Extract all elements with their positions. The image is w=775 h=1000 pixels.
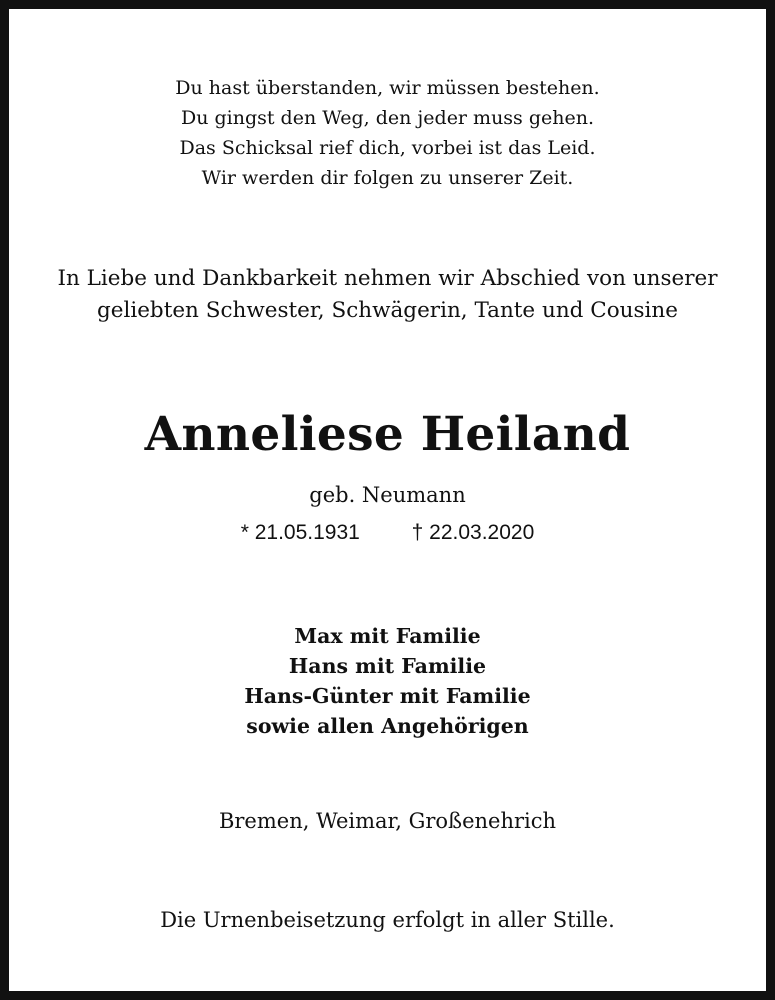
poem-line-4: Wir werden dir folgen zu unserer Zeit. <box>201 167 574 189</box>
memorial-poem <box>9 73 766 193</box>
mourner-2: Hans mit Familie <box>288 654 487 678</box>
intro-line-2: geliebten Schwester, Schwägerin, Tante und Cousine <box>96 298 679 323</box>
poem-line-3: Das Schicksal rief dich, vorbei ist das Leid. <box>179 137 596 159</box>
death-date: † 22.03.2020 <box>411 521 535 544</box>
poem-line-2: Du gingst den Weg, den jeder muss gehen. <box>180 107 595 129</box>
poem-line-1: Du hast überstanden, wir müssen bestehen. <box>175 77 600 99</box>
places: Bremen, Weimar, Großenehrich <box>218 809 557 833</box>
mourner-3: Hans-Günter mit Familie <box>244 684 531 708</box>
deceased-name: Anneliese Heiland <box>144 407 631 462</box>
mourner-1: Max mit Familie <box>294 624 481 648</box>
maiden-name: geb. Neumann <box>309 483 466 507</box>
intro-line-1: In Liebe und Dankbarkeit nehmen wir Abschied von unserer <box>57 266 718 291</box>
mourner-4: sowie allen Angehörigen <box>246 714 529 738</box>
farewell-intro <box>9 263 766 327</box>
burial-note: Die Urnenbeisetzung erfolgt in aller Stille. <box>160 908 615 932</box>
birth-date: * 21.05.1931 <box>240 521 360 544</box>
life-dates <box>9 517 766 549</box>
mourners-list <box>9 621 766 741</box>
